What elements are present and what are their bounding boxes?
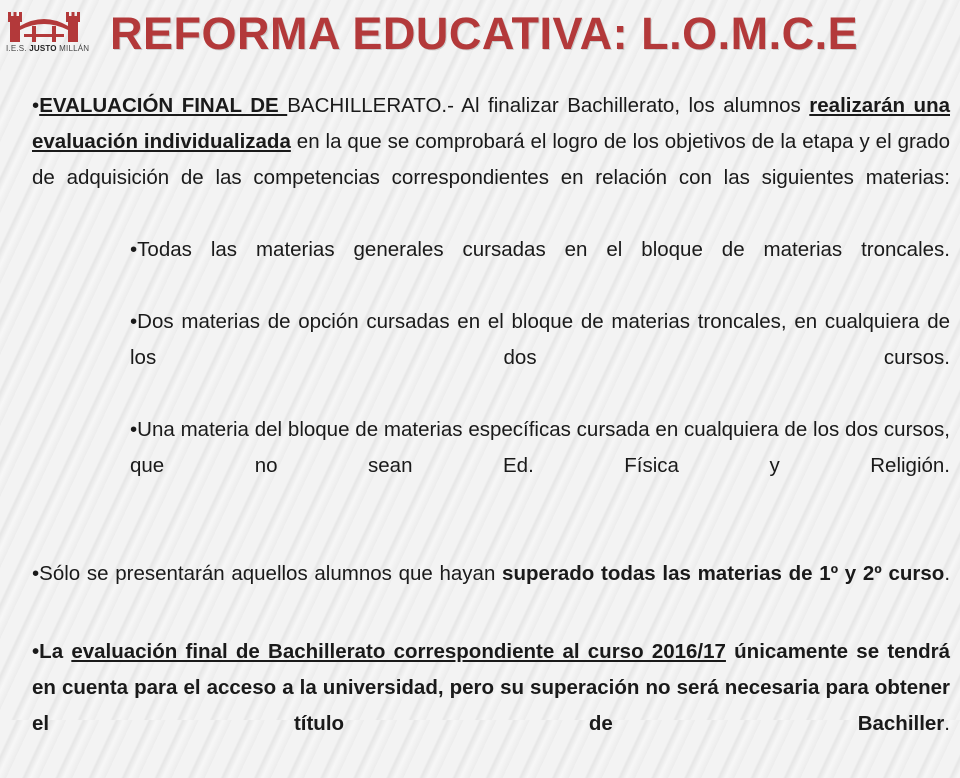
emphasis-superado-materias: superado todas las materias de 1º y 2º curso: [502, 562, 945, 585]
paragraph-acceso-universidad: •La evaluación final de Bachillerato correspondiente al curso 2016/17 únicamente se tendrá en cuenta para el acceso a la universidad, pero su superación no será necesaria para obtener el título de Bachiller.: [32, 640, 950, 735]
slide-body: [32, 88, 950, 778]
school-logo: [4, 4, 96, 64]
list-item-materias-opcion: •Dos materias de opción cursadas en el bloque de materias troncales, en cualquiera de los dos cursos.: [130, 310, 950, 369]
list-item-materia-especifica: •Una materia del bloque de materias específicas cursada en cualquiera de los dos cursos, que no sean Ed. Física y Religión.: [130, 418, 950, 477]
logo-caption: I.E.S. JUSTO MILLÁN: [6, 44, 90, 53]
slide-title: REFORMA EDUCATIVA: L.O.M.C.E: [110, 8, 859, 59]
slide-header: [0, 0, 960, 74]
heading-evaluacion-final: EVALUACIÓN FINAL DE: [39, 94, 288, 117]
paragraph-requisitos: •Sólo se presentarán aquellos alumnos que hayan superado todas las materias de 1º y 2º curso.: [32, 562, 951, 585]
list-item-materias-generales: •Todas las materias generales cursadas en el bloque de materias troncales.: [130, 238, 950, 261]
castle-logo-icon: [4, 4, 96, 44]
emphasis-curso-2016-17: evaluación final de Bachillerato correspondiente al curso 2016/17: [71, 640, 726, 663]
paragraph-evaluacion-final: •EVALUACIÓN FINAL DE BACHILLERATO.- Al finalizar Bachillerato, los alumnos realizarán una evaluación individualizada en la que se comprobará el logro de los objetivos de la etapa y el grado de adquisición de las competencias correspondientes en relación con las siguientes materias:: [32, 94, 951, 189]
emphasis-evaluacion-individualizada: realizarán una evaluación individualizada: [32, 94, 950, 153]
